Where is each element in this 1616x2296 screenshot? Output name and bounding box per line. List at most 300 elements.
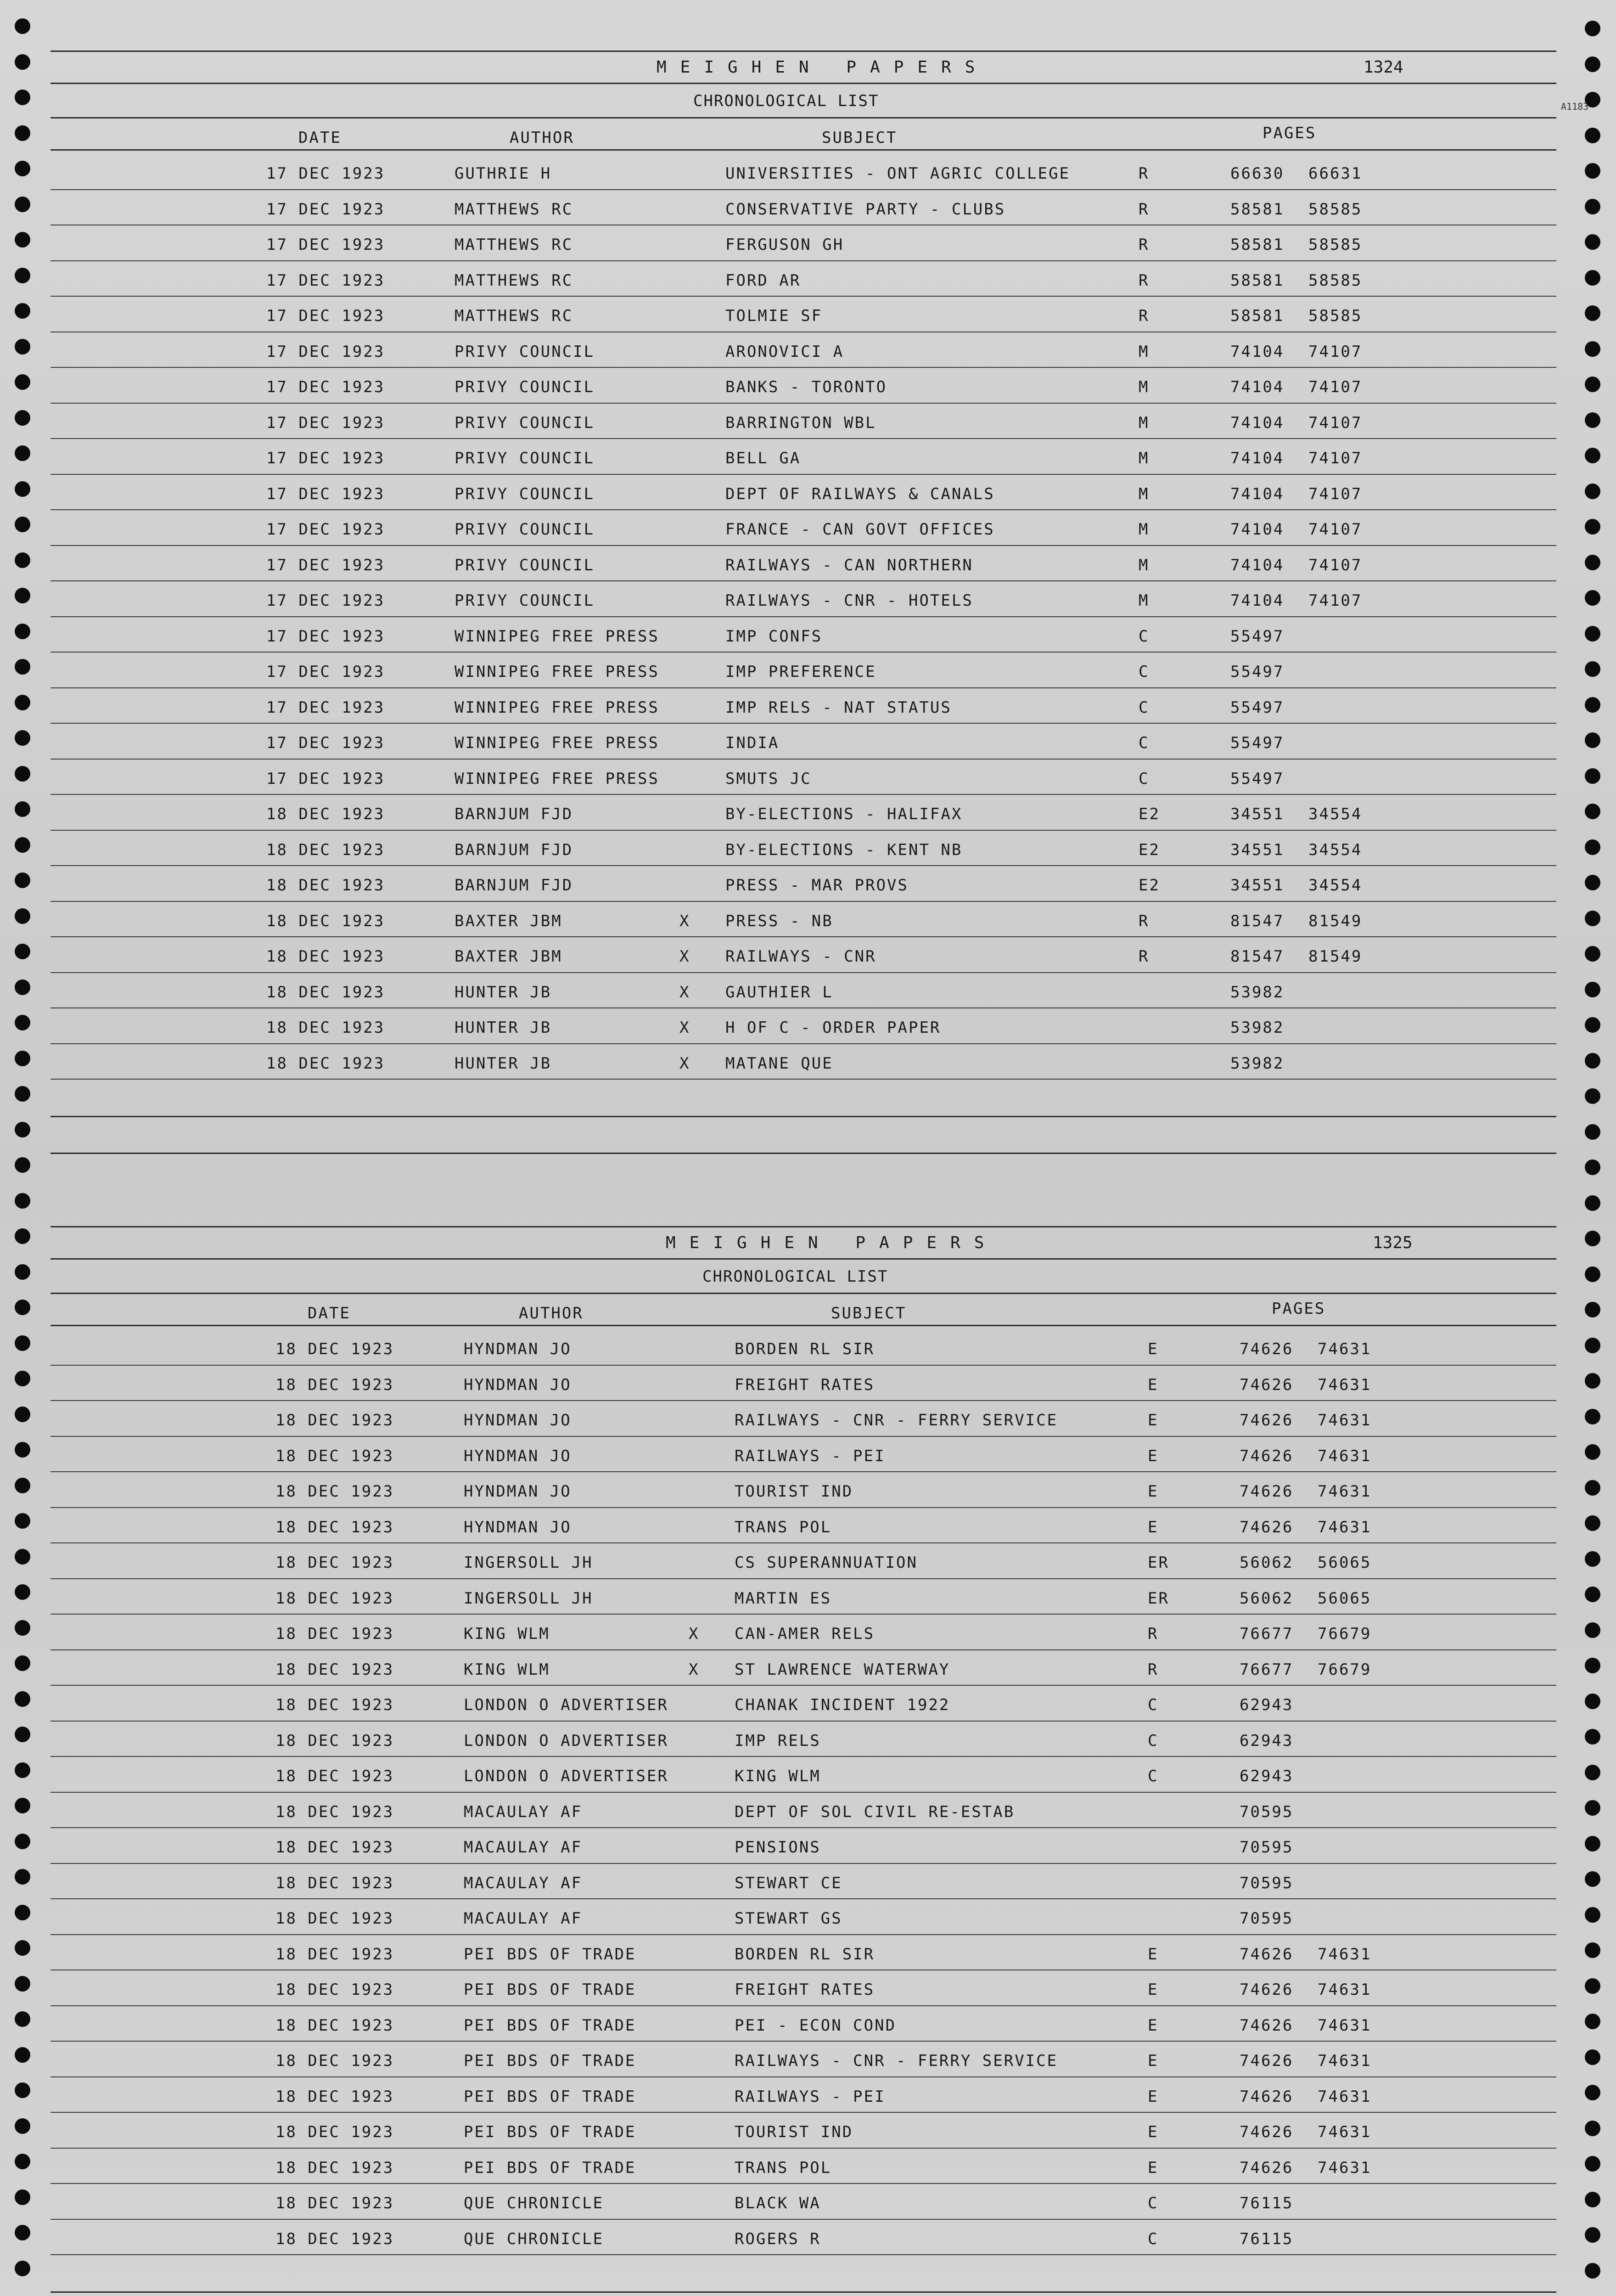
- row-page-end: 76679: [1318, 1660, 1372, 1679]
- row-date: 18 DEC 1923: [275, 1731, 394, 1750]
- sprocket-hole: [1585, 1480, 1600, 1496]
- row-page-end: 74107: [1308, 520, 1363, 539]
- table-row: [50, 868, 1556, 904]
- row-mark: X: [679, 1019, 690, 1037]
- table-row: [50, 1046, 1556, 1082]
- row-page-start: 74626: [1240, 1375, 1294, 1394]
- row-author: PEI BDS OF TRADE: [464, 2016, 636, 2035]
- row-date: 18 DEC 1923: [275, 2052, 394, 2070]
- sprocket-hole: [15, 1940, 30, 1956]
- sprocket-hole: [15, 552, 30, 568]
- row-rule: [50, 1649, 1556, 1650]
- row-code: R: [1139, 307, 1150, 325]
- row-rule: [50, 616, 1556, 617]
- row-page-end: 74631: [1318, 1375, 1372, 1394]
- sprocket-hole: [15, 1655, 30, 1671]
- row-page-end: 74107: [1308, 484, 1363, 503]
- row-code: ER: [1148, 1553, 1169, 1572]
- row-author: PRIVY COUNCIL: [454, 413, 595, 432]
- sprocket-hole: [15, 481, 30, 497]
- row-code: E: [1148, 2158, 1159, 2177]
- sprocket-hole: [1585, 1338, 1600, 1353]
- row-subject: RAILWAYS - PEI: [735, 2087, 886, 2106]
- row-rule: [50, 794, 1556, 795]
- table-row: [50, 583, 1556, 619]
- sprocket-hole: [1585, 484, 1600, 499]
- row-rule: [50, 1400, 1556, 1401]
- row-author: BARNJUM FJD: [454, 840, 573, 859]
- sprocket-hole: [1585, 1017, 1600, 1033]
- row-code: C: [1148, 2194, 1159, 2212]
- row-author: HYNDMAN JO: [464, 1411, 572, 1429]
- sprocket-hole: [15, 1442, 30, 1458]
- row-subject: PRESS - NB: [725, 912, 833, 930]
- table-row: [60, 1901, 1566, 1937]
- col-header-subject: SUBJECT: [822, 129, 898, 147]
- row-subject: DEPT OF SOL CIVIL RE-ESTAB: [735, 1802, 1015, 1821]
- row-mark: X: [679, 1054, 690, 1073]
- row-mark: X: [679, 947, 690, 966]
- row-author: WINNIPEG FREE PRESS: [454, 734, 659, 752]
- row-author: PRIVY COUNCIL: [454, 378, 595, 396]
- row-page-start: 74626: [1240, 1981, 1294, 1999]
- chronological-list-rows: [50, 1332, 1556, 2257]
- sprocket-hole: [1585, 2121, 1600, 2136]
- table-row: [60, 1759, 1566, 1795]
- table-row: [50, 156, 1556, 192]
- table-row: [60, 1332, 1566, 1367]
- sprocket-hole: [15, 2118, 30, 2134]
- row-author: LONDON O ADVERTISER: [464, 1767, 668, 1785]
- row-code: M: [1139, 520, 1150, 539]
- row-date: 18 DEC 1923: [275, 1838, 394, 1857]
- row-page-end: 56065: [1318, 1589, 1372, 1608]
- row-author: PEI BDS OF TRADE: [464, 2052, 636, 2070]
- row-author: MACAULAY AF: [464, 1874, 583, 1892]
- sprocket-hole: [15, 1834, 30, 1849]
- sprocket-hole: [15, 624, 30, 639]
- table-row: [60, 1403, 1566, 1439]
- row-subject: BLACK WA: [735, 2194, 821, 2212]
- row-date: 18 DEC 1923: [275, 1909, 394, 1928]
- row-page-end: 74107: [1308, 556, 1363, 574]
- row-rule: [50, 687, 1556, 688]
- sprocket-hole: [1585, 590, 1600, 606]
- sprocket-hole: [15, 1015, 30, 1030]
- sprocket-hole: [15, 1513, 30, 1529]
- row-rule: [50, 1542, 1556, 1543]
- row-code: C: [1148, 1767, 1159, 1785]
- row-page-start: 74626: [1240, 1411, 1294, 1429]
- sprocket-hole: [15, 730, 30, 746]
- row-author: BARNJUM FJD: [454, 805, 573, 823]
- corner-stamp: A1183: [1561, 101, 1589, 112]
- row-rule: [50, 652, 1556, 653]
- table-row: [50, 370, 1556, 405]
- row-subject: IMP RELS - NAT STATUS: [725, 698, 952, 717]
- row-rule: [50, 936, 1556, 937]
- row-author: MACAULAY AF: [464, 1802, 583, 1821]
- row-page-end: 34554: [1308, 876, 1363, 895]
- row-author: PRIVY COUNCIL: [454, 342, 595, 361]
- row-page-end: 66631: [1308, 164, 1363, 183]
- row-page-end: 34554: [1308, 805, 1363, 823]
- row-subject: TRANS POL: [735, 2158, 832, 2177]
- row-date: 18 DEC 1923: [266, 947, 385, 966]
- row-subject: RAILWAYS - CNR: [725, 947, 876, 966]
- row-rule: [50, 1507, 1556, 1508]
- sprocket-hole: [1585, 1587, 1600, 1602]
- row-author: HYNDMAN JO: [464, 1518, 572, 1536]
- sprocket-hole: [15, 517, 30, 532]
- sprocket-hole: [15, 1407, 30, 1422]
- table-row: [50, 192, 1556, 228]
- row-rule: [50, 474, 1556, 475]
- row-page-end: 74631: [1318, 2123, 1372, 2141]
- row-rule: [50, 830, 1556, 831]
- row-page-start: 81547: [1230, 947, 1285, 966]
- sheet-page-number: 1324: [1364, 58, 1403, 77]
- row-code: R: [1139, 164, 1150, 183]
- row-page-end: 58585: [1308, 307, 1363, 325]
- sprocket-hole: [1585, 2049, 1600, 2065]
- table-row: [60, 2079, 1566, 2115]
- sprocket-hole: [1585, 1978, 1600, 1994]
- row-page-start: 74626: [1240, 2087, 1294, 2106]
- row-code: C: [1139, 627, 1150, 646]
- sprocket-hole: [1585, 1373, 1600, 1389]
- row-page-start: 70595: [1240, 1802, 1294, 1821]
- row-date: 17 DEC 1923: [266, 556, 385, 574]
- row-date: 18 DEC 1923: [275, 1518, 394, 1536]
- row-rule: [50, 260, 1556, 261]
- sprocket-hole: [15, 1798, 30, 1813]
- row-mark: X: [689, 1660, 700, 1679]
- table-row: [60, 1723, 1566, 1759]
- table-row: [60, 1545, 1566, 1581]
- sprocket-hole: [1585, 911, 1600, 926]
- table-row: [50, 904, 1556, 940]
- row-code: M: [1139, 556, 1150, 574]
- sprocket-hole: [1585, 1159, 1600, 1175]
- row-code: E: [1148, 1945, 1159, 1964]
- sprocket-hole: [15, 2011, 30, 2027]
- row-date: 18 DEC 1923: [275, 1482, 394, 1501]
- sprocket-hole: [1585, 341, 1600, 357]
- row-subject: CAN-AMER RELS: [735, 1625, 875, 1643]
- row-rule: [50, 865, 1556, 866]
- sprocket-hole: [1585, 56, 1600, 72]
- row-code: E: [1148, 1446, 1159, 1465]
- row-code: C: [1139, 663, 1150, 681]
- sprocket-hole: [15, 1869, 30, 1885]
- row-author: BAXTER JBM: [454, 912, 562, 930]
- sheet-title: MEIGHEN PAPERS: [656, 58, 989, 77]
- row-code: E: [1148, 1518, 1159, 1536]
- row-subject: RAILWAYS - CNR - HOTELS: [725, 591, 973, 610]
- row-rule: [50, 1614, 1556, 1615]
- row-subject: FRANCE - CAN GOVT OFFICES: [725, 520, 995, 539]
- col-header-pages: PAGES: [1262, 124, 1317, 142]
- row-page-start: 74104: [1230, 342, 1285, 361]
- row-date: 17 DEC 1923: [266, 698, 385, 717]
- table-row: [60, 1866, 1566, 1902]
- row-date: 18 DEC 1923: [275, 1945, 394, 1964]
- row-subject: IMP RELS: [735, 1731, 821, 1750]
- sheet-title: MEIGHEN PAPERS: [666, 1233, 998, 1252]
- sprocket-hole: [15, 659, 30, 675]
- sprocket-hole: [1585, 946, 1600, 962]
- row-code: E: [1148, 2123, 1159, 2141]
- row-page-end: 74631: [1318, 2052, 1372, 2070]
- row-code: C: [1148, 1731, 1159, 1750]
- row-page-start: 56062: [1240, 1553, 1294, 1572]
- sprocket-hole: [15, 125, 30, 141]
- row-author: LONDON O ADVERTISER: [464, 1731, 668, 1750]
- row-subject: IMP PREFERENCE: [725, 663, 876, 681]
- row-date: 18 DEC 1923: [275, 2229, 394, 2248]
- sprocket-hole: [15, 1478, 30, 1493]
- sprocket-hole: [15, 303, 30, 319]
- table-row: [60, 2043, 1566, 2079]
- row-page-end: 74631: [1318, 1518, 1372, 1536]
- row-date: 17 DEC 1923: [266, 769, 385, 788]
- row-page-end: 58585: [1308, 200, 1363, 219]
- row-rule: [50, 1827, 1556, 1828]
- row-date: 18 DEC 1923: [275, 2194, 394, 2212]
- row-date: 17 DEC 1923: [266, 164, 385, 183]
- row-rule: [50, 296, 1556, 297]
- row-page-start: 53982: [1230, 1054, 1285, 1073]
- col-header-date: DATE: [308, 1304, 351, 1322]
- row-author: MACAULAY AF: [464, 1838, 583, 1857]
- row-page-start: 55497: [1230, 627, 1285, 646]
- row-author: INGERSOLL JH: [464, 1553, 593, 1572]
- title-rule: [50, 1258, 1556, 1260]
- row-author: WINNIPEG FREE PRESS: [454, 627, 659, 646]
- sprocket-hole: [1585, 448, 1600, 463]
- sprocket-hole: [1585, 199, 1600, 214]
- sprocket-hole: [15, 1549, 30, 1564]
- row-date: 18 DEC 1923: [275, 1874, 394, 1892]
- row-subject: RAILWAYS - CNR - FERRY SERVICE: [735, 1411, 1058, 1429]
- row-rule: [50, 1436, 1556, 1437]
- table-row: [60, 1581, 1566, 1617]
- row-code: M: [1139, 342, 1150, 361]
- row-rule: [50, 2041, 1556, 2042]
- row-rule: [50, 2219, 1556, 2220]
- row-page-start: 34551: [1230, 876, 1285, 895]
- row-page-end: 56065: [1318, 1553, 1372, 1572]
- col-header-pages: PAGES: [1272, 1300, 1326, 1318]
- row-rule: [50, 2254, 1556, 2255]
- row-subject: MATANE QUE: [725, 1054, 833, 1073]
- sprocket-hole: [15, 1157, 30, 1173]
- row-page-start: 58581: [1230, 307, 1285, 325]
- row-subject: BORDEN RL SIR: [735, 1340, 875, 1358]
- row-rule: [50, 1007, 1556, 1008]
- sprocket-hole: [15, 18, 30, 34]
- sprocket-hole: [1585, 2156, 1600, 2172]
- row-date: 17 DEC 1923: [266, 307, 385, 325]
- sprocket-hole: [15, 2261, 30, 2276]
- row-date: 18 DEC 1923: [275, 1411, 394, 1429]
- sprocket-hole: [15, 837, 30, 853]
- row-subject: CONSERVATIVE PARTY - CLUBS: [725, 200, 1006, 219]
- row-subject: FREIGHT RATES: [735, 1375, 875, 1394]
- row-author: BARNJUM FJD: [454, 876, 573, 895]
- table-row: [60, 2008, 1566, 2044]
- row-rule: [50, 1721, 1556, 1722]
- row-subject: BY-ELECTIONS - HALIFAX: [725, 805, 963, 823]
- row-code: E: [1148, 1340, 1159, 1358]
- row-subject: FERGUSON GH: [725, 236, 844, 254]
- table-row: [50, 761, 1556, 797]
- row-rule: [50, 759, 1556, 760]
- row-subject: ARONOVICI A: [725, 342, 844, 361]
- row-rule: [50, 189, 1556, 190]
- row-mark: X: [679, 983, 690, 1002]
- sprocket-hole: [1585, 2085, 1600, 2100]
- row-date: 18 DEC 1923: [275, 2158, 394, 2177]
- sprocket-hole: [1585, 1551, 1600, 1567]
- title-rule: [50, 83, 1556, 84]
- row-rule: [50, 901, 1556, 902]
- sprocket-hole: [1585, 875, 1600, 890]
- sprocket-hole: [1585, 1409, 1600, 1424]
- row-author: WINNIPEG FREE PRESS: [454, 769, 659, 788]
- subtitle-rule: [50, 117, 1556, 118]
- sprocket-hole: [15, 2047, 30, 2063]
- sprocket-hole: [15, 2154, 30, 2169]
- col-header-date: DATE: [298, 129, 342, 147]
- sprocket-hole: [15, 872, 30, 888]
- row-rule: [50, 2148, 1556, 2149]
- row-subject: FORD AR: [725, 271, 801, 290]
- col-header-author: AUTHOR: [510, 129, 574, 147]
- sprocket-hole: [1585, 2014, 1600, 2029]
- row-subject: STEWART GS: [735, 1909, 842, 1928]
- row-page-start: 76115: [1240, 2194, 1294, 2212]
- row-author: WINNIPEG FREE PRESS: [454, 663, 659, 681]
- sprocket-hole: [15, 54, 30, 70]
- row-page-end: 74631: [1318, 1446, 1372, 1465]
- sprocket-hole: [1585, 2192, 1600, 2207]
- row-rule: [50, 1934, 1556, 1935]
- row-page-start: 74626: [1240, 2016, 1294, 2035]
- row-page-end: 74631: [1318, 1340, 1372, 1358]
- row-page-start: 34551: [1230, 840, 1285, 859]
- row-author: PRIVY COUNCIL: [454, 591, 595, 610]
- sprocket-hole: [1585, 1942, 1600, 1958]
- sprocket-hole: [15, 197, 30, 212]
- row-date: 18 DEC 1923: [275, 1696, 394, 1714]
- row-author: HYNDMAN JO: [464, 1375, 572, 1394]
- row-code: R: [1139, 236, 1150, 254]
- table-row: [60, 1972, 1566, 2008]
- row-page-start: 74626: [1240, 2123, 1294, 2141]
- sprocket-hole: [15, 374, 30, 390]
- row-page-start: 74626: [1240, 2052, 1294, 2070]
- row-subject: PENSIONS: [735, 1838, 821, 1857]
- row-subject: H OF C - ORDER PAPER: [725, 1019, 941, 1037]
- sprocket-hole: [1585, 21, 1600, 36]
- row-page-end: 74631: [1318, 1482, 1372, 1501]
- row-author: QUE CHRONICLE: [464, 2229, 604, 2248]
- row-author: PEI BDS OF TRADE: [464, 1981, 636, 1999]
- sprocket-hole: [1585, 163, 1600, 179]
- sprocket-hole: [15, 944, 30, 959]
- row-subject: BY-ELECTIONS - KENT NB: [725, 840, 963, 859]
- sheet-subtitle: CHRONOLOGICAL LIST: [702, 1267, 888, 1286]
- row-page-start: 56062: [1240, 1589, 1294, 1608]
- blank-rule: [50, 1153, 1556, 1154]
- row-code: E: [1148, 1411, 1159, 1429]
- row-page-start: 55497: [1230, 734, 1285, 752]
- row-page-start: 66630: [1230, 164, 1285, 183]
- row-page-end: 74631: [1318, 1945, 1372, 1964]
- row-date: 18 DEC 1923: [266, 876, 385, 895]
- row-subject: BELL GA: [725, 449, 801, 467]
- sprocket-hole: [15, 1905, 30, 1920]
- row-page-start: 74104: [1230, 378, 1285, 396]
- sprocket-hole: [15, 766, 30, 782]
- sprocket-hole: [15, 1193, 30, 1209]
- table-row: [60, 1652, 1566, 1688]
- row-author: HUNTER JB: [454, 983, 552, 1002]
- sprocket-hole: [1585, 1622, 1600, 1638]
- row-subject: TOLMIE SF: [725, 307, 823, 325]
- table-row: [60, 1830, 1566, 1866]
- row-page-start: 76677: [1240, 1625, 1294, 1643]
- row-subject: INDIA: [725, 734, 780, 752]
- sheet-page-number: 1325: [1373, 1233, 1413, 1252]
- row-rule: [50, 545, 1556, 546]
- row-subject: RAILWAYS - CAN NORTHERN: [725, 556, 973, 574]
- row-rule: [50, 1792, 1556, 1793]
- sprocket-hole: [15, 2225, 30, 2240]
- row-page-start: 58581: [1230, 200, 1285, 219]
- row-page-end: 74631: [1318, 2016, 1372, 2035]
- row-author: MATTHEWS RC: [454, 200, 573, 219]
- table-row: [50, 939, 1556, 975]
- table-row: [50, 690, 1556, 726]
- row-subject: TOURIST IND: [735, 2123, 853, 2141]
- row-date: 18 DEC 1923: [266, 912, 385, 930]
- row-page-start: 53982: [1230, 1019, 1285, 1037]
- sprocket-hole: [15, 2189, 30, 2205]
- row-page-start: 74626: [1240, 1446, 1294, 1465]
- row-page-start: 81547: [1230, 912, 1285, 930]
- sprocket-hole: [1585, 519, 1600, 535]
- sprocket-hole: [15, 801, 30, 817]
- table-row: [60, 1795, 1566, 1830]
- chronological-list-rows: [50, 156, 1556, 1081]
- sprocket-hole: [15, 1727, 30, 1742]
- row-page-end: 74107: [1308, 591, 1363, 610]
- row-page-end: 58585: [1308, 271, 1363, 290]
- sprocket-hole: [1585, 2227, 1600, 2243]
- table-row: [50, 619, 1556, 655]
- sprocket-hole: [1585, 839, 1600, 855]
- row-page-start: 74626: [1240, 1945, 1294, 1964]
- sprocket-hole: [1585, 1515, 1600, 1531]
- row-author: HYNDMAN JO: [464, 1482, 572, 1501]
- sprocket-hole: [15, 908, 30, 924]
- sprocket-hole: [1585, 412, 1600, 428]
- sprocket-hole: [1585, 1836, 1600, 1851]
- top-rule: [50, 1226, 1556, 1227]
